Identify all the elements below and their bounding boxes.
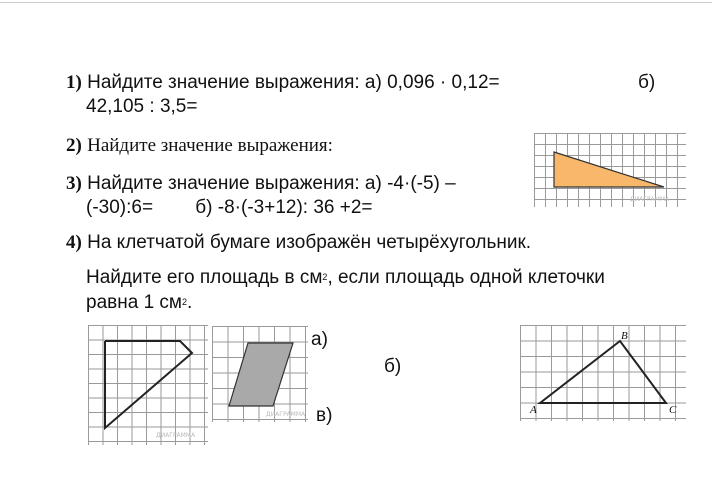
- task-1-b-label: б): [638, 72, 656, 93]
- triangle-abc-figure: [520, 325, 686, 421]
- figure-label-v: в): [316, 405, 333, 426]
- task-2: [66, 135, 333, 157]
- parallelogram-figure: [212, 326, 308, 422]
- task-4-line-3: [86, 292, 192, 314]
- figure-label-b: б): [384, 356, 402, 377]
- watermark: ДИАГРАММА: [266, 411, 306, 418]
- triangle-grid-figure: [534, 133, 686, 207]
- task-4-line-2-b: , если площадь одной клеточки: [327, 267, 605, 288]
- top-divider: [0, 2, 712, 3]
- task-4-line-2-a: Найдите его площадь в см: [86, 267, 323, 288]
- superscript-2: 2: [181, 297, 187, 307]
- task-3-text: Найдите значение выражения: а) -4·(-5) –: [87, 173, 456, 194]
- watermark: ДИАГРАММА: [630, 196, 670, 203]
- figure-label-a: а): [311, 329, 328, 350]
- task-4-line-3-b: .: [187, 292, 193, 313]
- orange-triangle: [554, 152, 664, 187]
- task-4-line-3-a: равна 1 см: [86, 292, 182, 313]
- task-4-text: На клетчатой бумаге изображён четырёхугольник.: [87, 232, 532, 253]
- task-4-number: 4): [66, 232, 82, 253]
- task-3-continuation: (-30):6= б) -8·(-3+12): 36 +2=: [86, 197, 373, 218]
- task-1-text: Найдите значение выражения: а) 0,096 · 0,12=: [87, 72, 500, 93]
- vertex-a-label: A: [530, 404, 537, 416]
- watermark: ДИАГРАММА: [156, 432, 196, 439]
- quadrilateral-figure: [88, 325, 208, 445]
- task-4-line-2: [86, 267, 605, 289]
- task-3-number: 3): [66, 173, 82, 194]
- gray-parallelogram: [229, 343, 293, 406]
- vertex-c-label: C: [669, 404, 677, 416]
- task-1: [66, 72, 500, 94]
- task-4: [66, 232, 531, 254]
- vertex-b-label: B: [621, 330, 628, 342]
- superscript-2: 2: [322, 272, 328, 282]
- task-1-number: 1): [66, 72, 82, 93]
- task-2-number: 2): [66, 135, 82, 156]
- task-2-text: Найдите значение выражения:: [87, 135, 333, 156]
- task-3: [66, 173, 456, 195]
- task-1-continuation: 42,105 : 3,5=: [86, 96, 198, 117]
